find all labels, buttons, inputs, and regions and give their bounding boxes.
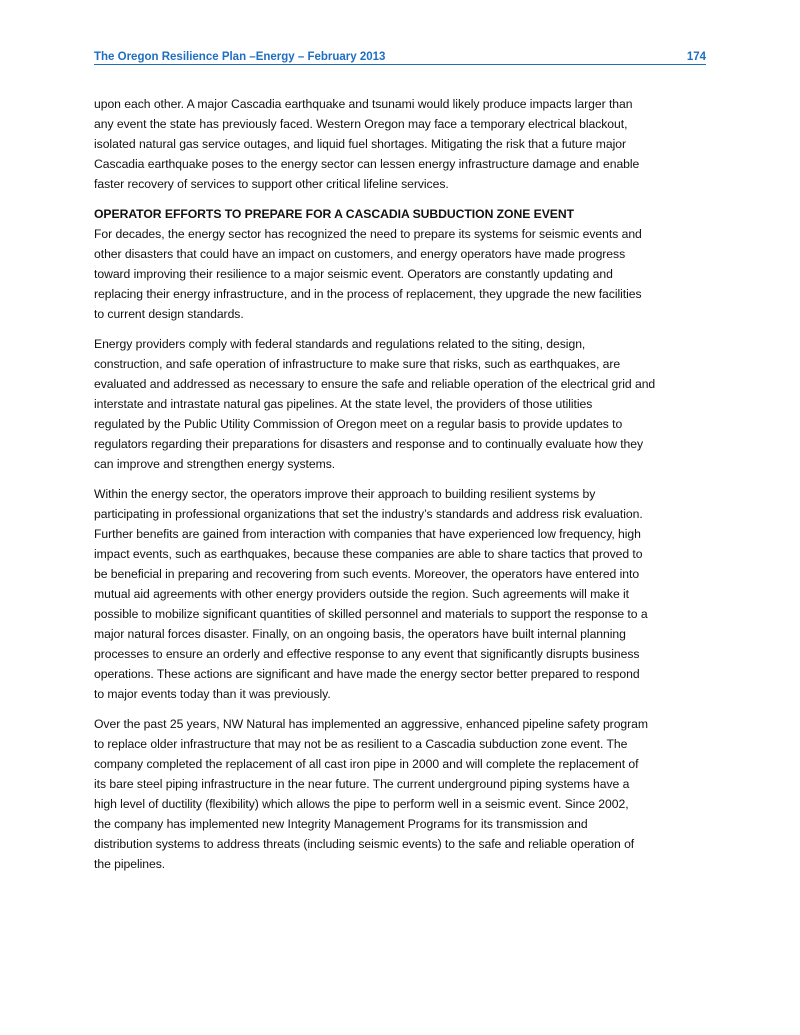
text-line: to replace older infrastructure that may not be as resilient to a Cascadia subduction zone event. The — [94, 737, 628, 751]
section-heading: OPERATOR EFFORTS TO PREPARE FOR A CASCADIA SUBDUCTION ZONE EVENT — [94, 207, 575, 221]
paragraph — [94, 204, 714, 324]
text-line: operations. These actions are significant and have made the energy sector better prepared to respond — [94, 667, 640, 681]
text-line: upon each other. A major Cascadia earthquake and tsunami would likely produce impacts larger than — [94, 97, 633, 111]
paragraph — [94, 334, 714, 474]
text-line: interstate and intrastate natural gas pipelines. At the state level, the providers of those utilities — [94, 397, 593, 411]
text-line: processes to ensure an orderly and effective response to any event that significantly disrupts business — [94, 647, 640, 661]
text-line: evaluated and addressed as necessary to ensure the safe and reliable operation of the electrical grid and — [94, 377, 656, 391]
text-line: Over the past 25 years, NW Natural has implemented an aggressive, enhanced pipeline safety program — [94, 717, 648, 731]
text-line: distribution systems to address threats (including seismic events) to the safe and reliable operation of — [94, 837, 635, 851]
text-line: the company has implemented new Integrity Management Programs for its transmission and — [94, 817, 588, 831]
text-line: to current design standards. — [94, 307, 244, 321]
text-line: be beneficial in preparing and recovering from such events. Moreover, the operators have entered into — [94, 567, 640, 581]
text-line: regulators regarding their preparations for disasters and response and to continually evaluate how they — [94, 437, 644, 451]
text-line: company completed the replacement of all cast iron pipe in 2000 and will complete the replacement of — [94, 757, 639, 771]
text-line: can improve and strengthen energy systems. — [94, 457, 336, 471]
paragraph — [94, 484, 714, 704]
text-line: Further benefits are gained from interaction with companies that have experienced low frequency, high — [94, 527, 641, 541]
text-line: participating in professional organizations that set the industry’s standards and address risk evaluation. — [94, 507, 643, 521]
text-line: Cascadia earthquake poses to the energy sector can lessen energy infrastructure damage and enable — [94, 157, 640, 171]
text-line: isolated natural gas service outages, and liquid fuel shortages. Mitigating the risk that a future major — [94, 137, 627, 151]
paragraph — [94, 94, 714, 194]
text-line: regulated by the Public Utility Commission of Oregon meet on a regular basis to provide updates to — [94, 417, 623, 431]
text-line: replacing their energy infrastructure, and in the process of replacement, they upgrade the new facilities — [94, 287, 642, 301]
paragraph — [94, 714, 714, 874]
document-body — [94, 94, 714, 884]
text-line: its bare steel piping infrastructure in the near future. The current underground piping systems have a — [94, 777, 630, 791]
text-line: mutual aid agreements with other energy providers outside the region. Such agreements will make it — [94, 587, 630, 601]
text-line: impact events, such as earthquakes, because these companies are able to share tactics that proved to — [94, 547, 643, 561]
page-header — [94, 48, 706, 65]
text-line: possible to mobilize significant quantities of skilled personnel and materials to support the response to a — [94, 607, 648, 621]
text-line: For decades, the energy sector has recognized the need to prepare its systems for seismic events and — [94, 227, 642, 241]
text-line: Within the energy sector, the operators improve their approach to building resilient systems by — [94, 487, 596, 501]
text-line: faster recovery of services to support other critical lifeline services. — [94, 177, 449, 191]
text-line: any event the state has previously faced. Western Oregon may face a temporary electrical blackout, — [94, 117, 628, 131]
text-line: Energy providers comply with federal standards and regulations related to the siting, design, — [94, 337, 586, 351]
text-line: other disasters that could have an impact on customers, and energy operators have made progress — [94, 247, 626, 261]
page-number: 174 — [686, 51, 706, 63]
text-line: major natural forces disaster. Finally, on an ongoing basis, the operators have built internal planning — [94, 627, 626, 641]
document-title: The Oregon Resilience Plan –Energy – February 2013 — [94, 51, 386, 63]
text-line: to major events today than it was previously. — [94, 687, 331, 701]
text-line: high level of ductility (flexibility) which allows the pipe to perform well in a seismic event. Since 2002, — [94, 797, 629, 811]
text-line: the pipelines. — [94, 857, 166, 871]
text-line: toward improving their resilience to a major seismic event. Operators are constantly updating and — [94, 267, 613, 281]
text-line: construction, and safe operation of infrastructure to make sure that risks, such as earthquakes, are — [94, 357, 621, 371]
